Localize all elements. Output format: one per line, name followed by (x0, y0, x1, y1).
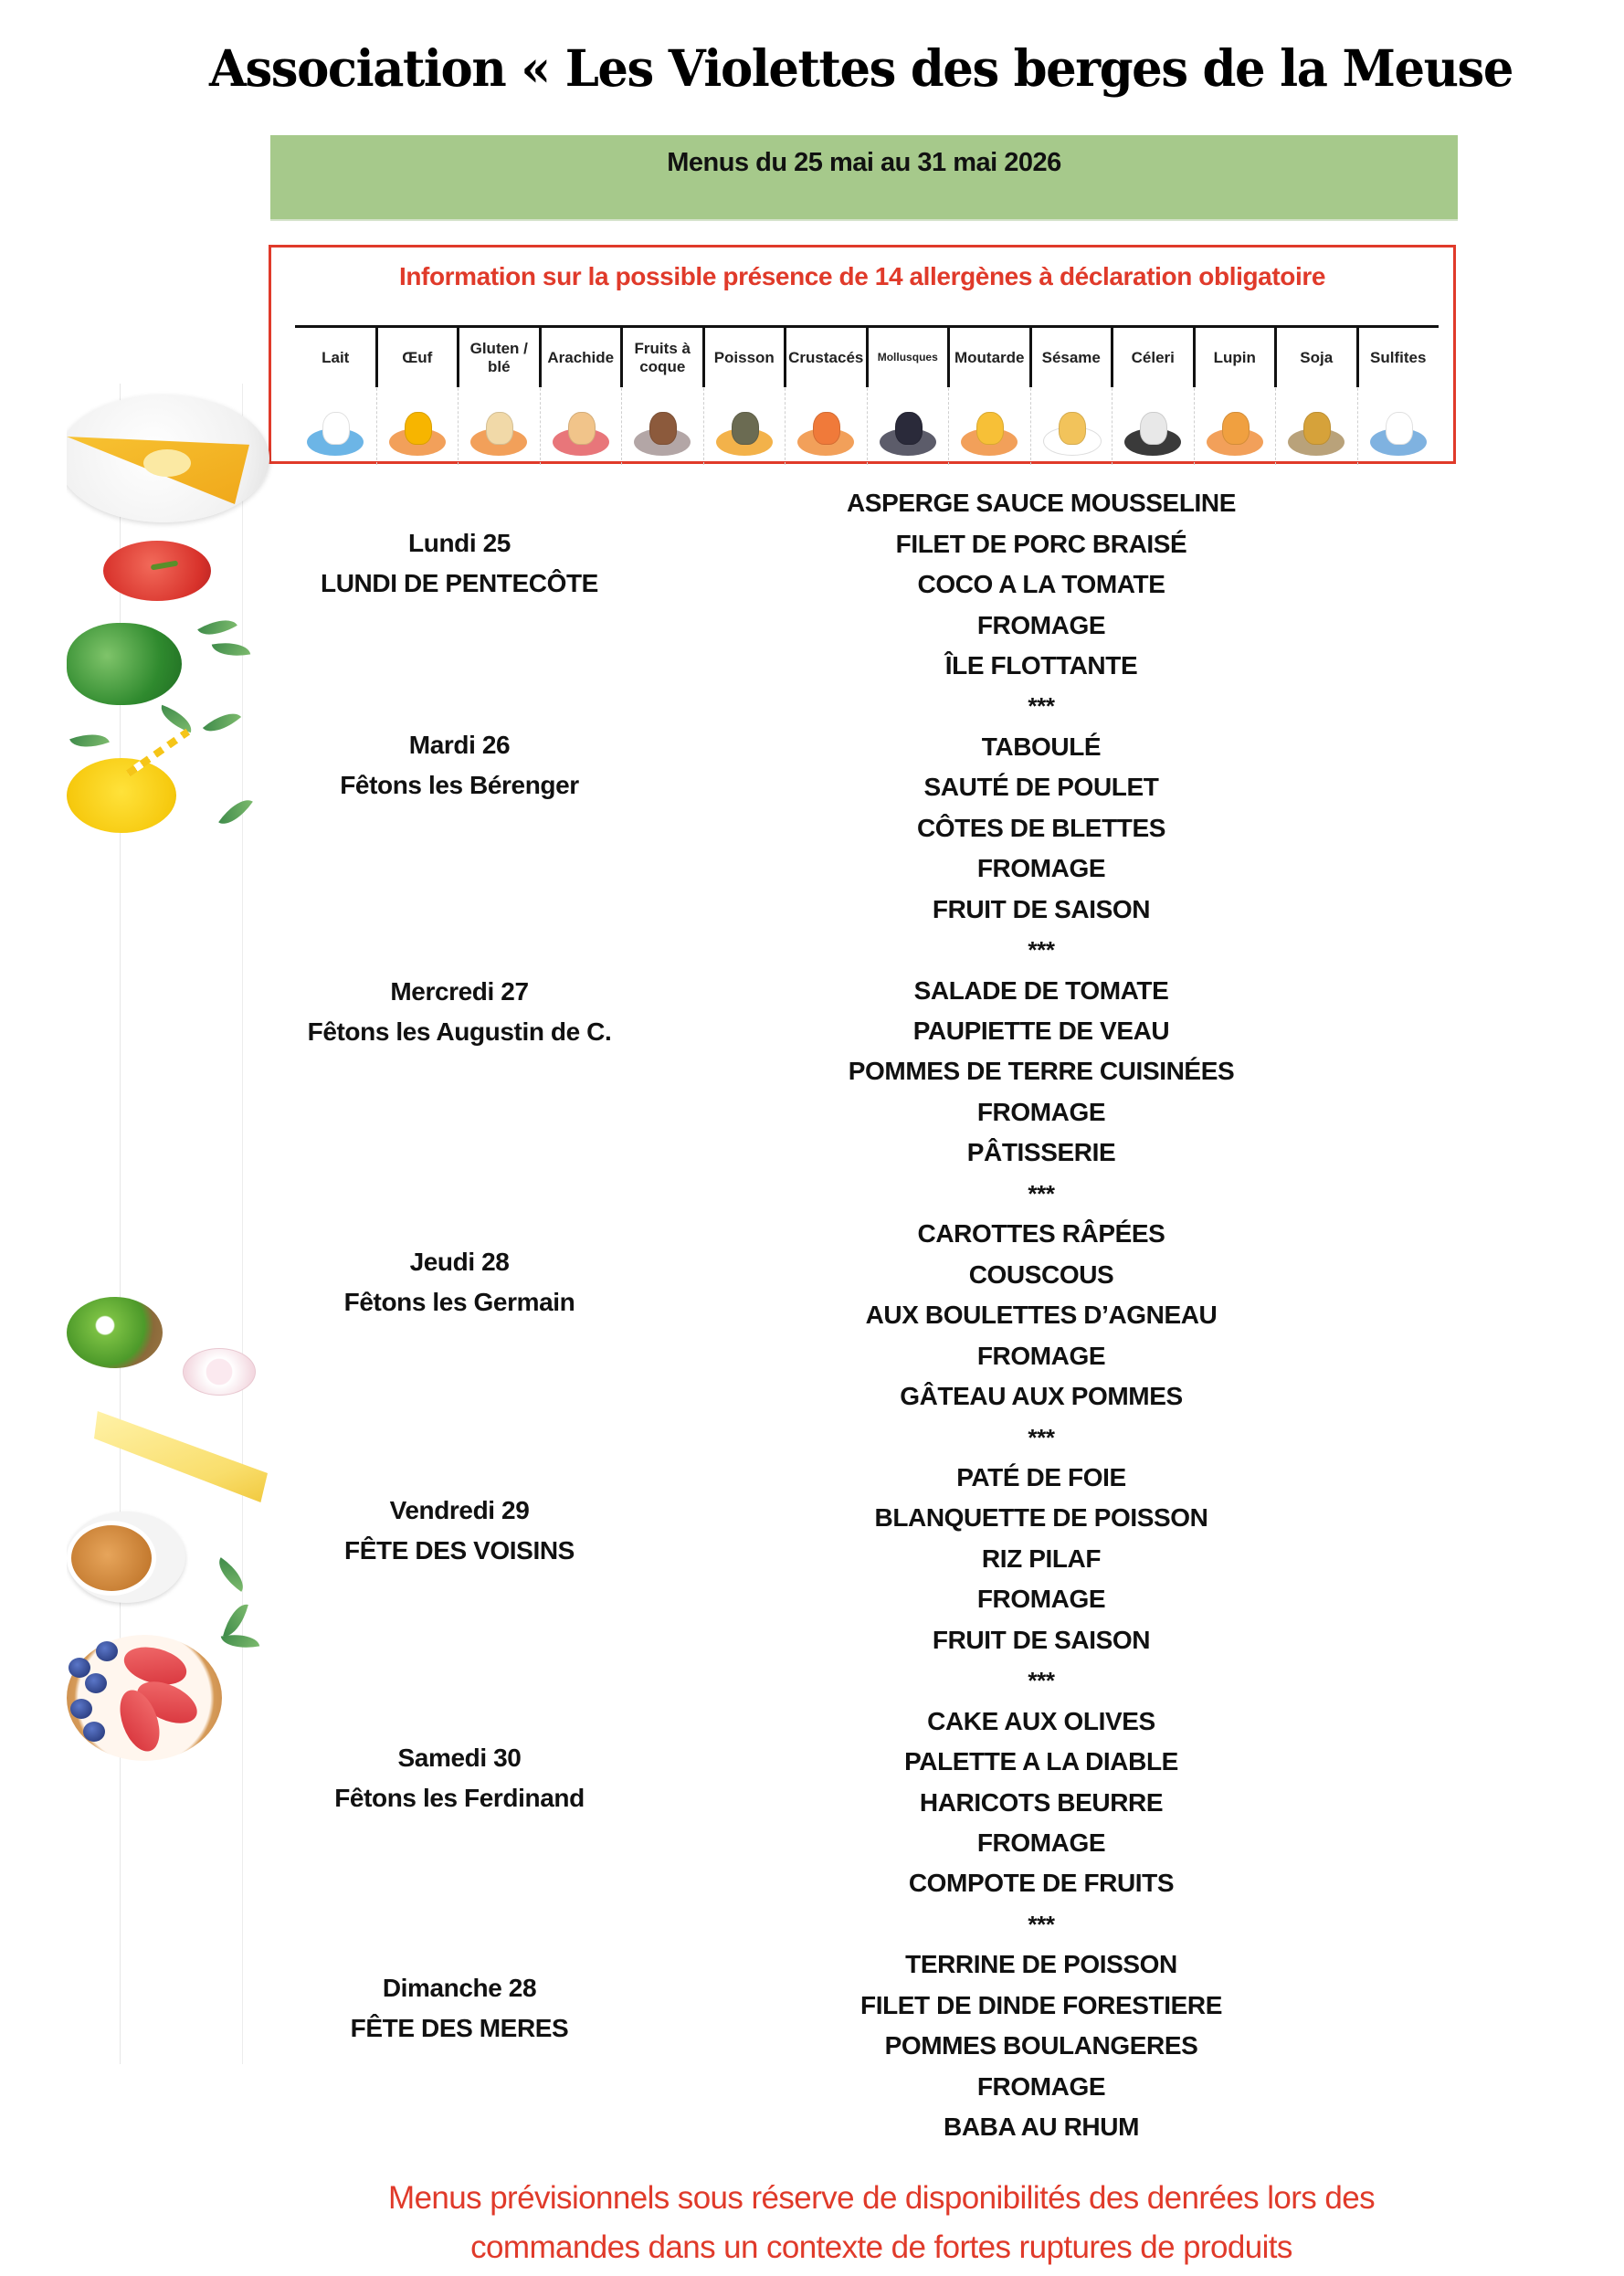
day-celebration: Fêtons les Ferdinand (334, 1784, 585, 1813)
menu-dish: FROMAGE (976, 1341, 1106, 1370)
day-name: Mercredi 27 (390, 977, 529, 1006)
menu-dish: CÔTES DE BLETTES (916, 813, 1166, 842)
allergen-column (1276, 328, 1358, 465)
menu-dish: TERRINE DE POISSON (905, 1950, 1177, 1979)
allergen-column (868, 328, 950, 465)
allergen-label: Soja (1300, 349, 1334, 367)
week-banner (270, 135, 1458, 221)
sesame-burger-icon (1043, 403, 1100, 456)
menu-dish: GÂTEAU AUX POMMES (900, 1382, 1183, 1411)
blueberry-icon (70, 1699, 92, 1719)
menu-dish: FROMAGE (976, 1828, 1106, 1858)
basil-leaf-icon (211, 1557, 250, 1592)
menu-dish: BLANQUETTE DE POISSON (874, 1503, 1208, 1533)
day-label (286, 972, 633, 1052)
mussel-icon (880, 403, 936, 456)
allergen-column (622, 328, 704, 465)
allergen-column (459, 328, 541, 465)
day-name: Mardi 26 (408, 731, 511, 760)
shrimp-icon (797, 403, 854, 456)
allergen-label: Œuf (402, 349, 433, 367)
allergen-label: Gluten / blé (469, 340, 528, 375)
wood-plank-line (242, 384, 243, 2064)
menu-dish: RIZ PILAF (981, 1544, 1102, 1573)
egg-icon (389, 403, 446, 456)
menu-dish: AUX BOULETTES D’AGNEAU (865, 1301, 1218, 1330)
fish-icon (716, 403, 773, 456)
coffee-cup-icon (67, 1521, 156, 1596)
food-decoration-strip (67, 384, 277, 2064)
basil-leaf-icon (212, 638, 251, 661)
allergen-column (704, 328, 786, 465)
milk-icon (307, 403, 364, 456)
footer-disclaimer (274, 2174, 1489, 2272)
wheat-bread-icon (470, 403, 527, 456)
menu-dish: BABA AU RHUM (944, 2113, 1139, 2142)
menu-dish: PALETTE A LA DIABLE (904, 1747, 1178, 1776)
blueberry-icon (69, 1658, 90, 1678)
menu-dish: FRUIT DE SAISON (932, 1625, 1151, 1654)
menu-dish: SAUTÉ DE POULET (923, 773, 1159, 802)
peanut-icon (553, 403, 609, 456)
allergen-column (1113, 328, 1195, 465)
menu-dish: CAKE AUX OLIVES (927, 1706, 1155, 1735)
day-name: Dimanche 28 (382, 1974, 537, 2003)
onion-slice-icon (183, 1348, 256, 1396)
week-banner-text: Menus du 25 mai au 31 mai 2026 (667, 148, 1061, 177)
lupin-icon (1207, 403, 1263, 456)
day-label (286, 523, 633, 604)
day-celebration: LUNDI DE PENTECÔTE (321, 568, 598, 597)
allergen-title: Information sur la possible présence de 14 allergènes à déclaration obligatoire (398, 262, 1326, 290)
allergen-label: Moutarde (954, 349, 1025, 367)
day-label (286, 725, 633, 806)
day-celebration: Fêtons les Germain (343, 1287, 575, 1316)
menu-dish: TABOULÉ (981, 732, 1102, 761)
footer-line-1: Menus prévisionnels sous réserve de disponibilités des denrées lors des (388, 2180, 1375, 2216)
menu-dish: FILET DE PORC BRAISÉ (895, 529, 1187, 558)
allergen-table (295, 325, 1439, 465)
day-label (286, 1491, 633, 1571)
basil-leaf-icon (69, 727, 110, 755)
menu-dish: POMMES DE TERRE CUISINÉES (848, 1057, 1235, 1086)
menu-dish: PÂTISSERIE (966, 1138, 1116, 1167)
mustard-icon (961, 403, 1018, 456)
allergen-column (786, 328, 868, 465)
allergen-column (1195, 328, 1277, 465)
allergen-label: Fruits à coque (634, 340, 691, 375)
menu-dish: ÎLE FLOTTANTE (944, 650, 1138, 680)
lemon-slice-icon (143, 449, 191, 477)
menu-dish: ASPERGE SAUCE MOUSSELINE (846, 489, 1237, 518)
allergen-column (949, 328, 1031, 465)
menu-dish: SALADE DE TOMATE (913, 975, 1169, 1005)
allergen-label: Arachide (547, 349, 615, 367)
association-title: Association « Les Violettes des berges de la Meuse (209, 38, 1513, 98)
menu-dish: FILET DE DINDE FORESTIERE (859, 1990, 1223, 2019)
basil-leaf-icon (156, 705, 196, 733)
menu-dish: FROMAGE (976, 2071, 1106, 2101)
blueberry-icon (83, 1722, 105, 1742)
menu-dish: CAROTTES RÂPÉES (917, 1219, 1165, 1249)
kiwi-icon (67, 1297, 163, 1368)
nuts-icon (634, 403, 691, 456)
day-label (286, 1242, 633, 1322)
menu-dish: FROMAGE (976, 854, 1106, 883)
celery-icon (1124, 403, 1181, 456)
allergen-column (1358, 328, 1439, 465)
menu-dish: FROMAGE (976, 610, 1106, 639)
tomato-icon (103, 541, 211, 601)
allergen-label: Poisson (713, 349, 775, 367)
menu-dish: FROMAGE (976, 1585, 1106, 1614)
day-name: Jeudi 28 (409, 1247, 510, 1276)
basil-leaf-icon (197, 611, 237, 644)
day-label (286, 1738, 633, 1818)
day-celebration: FÊTE DES VOISINS (344, 1535, 575, 1565)
day-label (286, 1968, 633, 2049)
menu-dish: FRUIT DE SAISON (932, 894, 1151, 923)
menu-dish: COUSCOUS (968, 1259, 1114, 1289)
blueberry-icon (96, 1641, 118, 1661)
blueberry-icon (85, 1673, 107, 1693)
day-celebration: Fêtons les Bérenger (340, 771, 579, 800)
allergen-label: Mollusques (877, 351, 938, 364)
menu-dish: PAUPIETTE DE VEAU (912, 1017, 1170, 1046)
menu-dish: COMPOTE DE FRUITS (908, 1869, 1175, 1898)
day-celebration: FÊTE DES MERES (350, 2014, 569, 2043)
allergen-label: Lait (322, 349, 350, 367)
allergen-label: Sulfites (1370, 349, 1427, 367)
orange-juice-glass-icon (67, 758, 176, 833)
day-name: Samedi 30 (397, 1744, 522, 1773)
sulfites-stamp-icon (1370, 403, 1427, 456)
menu-separator: *** (1028, 1910, 1055, 1938)
allergen-column (1031, 328, 1113, 465)
day-celebration: Fêtons les Augustin de C. (307, 1017, 612, 1047)
menu-dish: PATÉ DE FOIE (956, 1462, 1126, 1491)
allergen-column (541, 328, 623, 465)
basil-leaf-icon (203, 704, 241, 741)
allergen-label: Lupin (1213, 349, 1256, 367)
allergen-label: Crustacés (788, 349, 864, 367)
allergen-info-box (269, 245, 1456, 464)
allergen-column (295, 328, 377, 465)
footer-line-2: commandes dans un contexte de fortes ruptures de produits (470, 2229, 1292, 2265)
menu-separator: *** (1028, 1667, 1055, 1695)
green-pepper-icon (67, 623, 182, 705)
menu-dish: HARICOTS BEURRE (919, 1787, 1164, 1817)
allergen-column (377, 328, 459, 465)
soy-icon (1288, 403, 1345, 456)
allergen-label: Sésame (1041, 349, 1101, 367)
menu-dish: FROMAGE (976, 1097, 1106, 1126)
menu-separator: *** (1028, 1423, 1055, 1451)
menu-dish: POMMES BOULANGERES (884, 2031, 1198, 2060)
allergen-label: Céleri (1131, 349, 1175, 367)
menu-separator: *** (1028, 692, 1055, 721)
day-name: Vendredi 29 (389, 1495, 530, 1524)
basil-leaf-icon (218, 792, 253, 831)
menu-separator: *** (1028, 936, 1055, 964)
menu-dish: COCO A LA TOMATE (917, 570, 1165, 599)
menu-separator: *** (1028, 1179, 1055, 1207)
day-name: Lundi 25 (408, 528, 511, 557)
